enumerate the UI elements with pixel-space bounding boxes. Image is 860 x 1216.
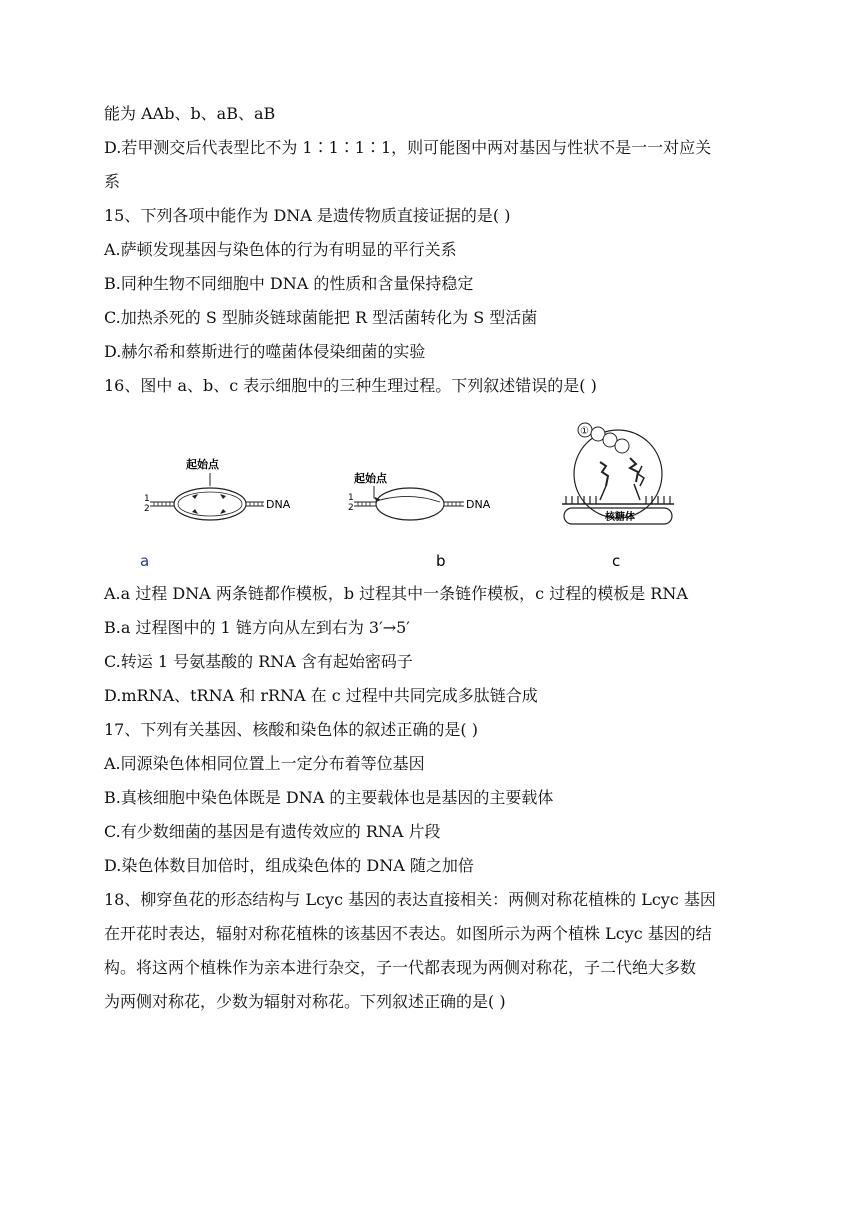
panel-b-strand2: 2	[348, 503, 354, 513]
option-d-15: D.赫尔希和蔡斯进行的噬菌体侵染细菌的实验	[104, 342, 426, 361]
panel-c-circle-label: ①	[580, 426, 589, 437]
option-c-16: C.转运 1 号氨基酸的 RNA 含有起始密码子	[104, 652, 413, 671]
option-a-15: A.萨顿发现基因与染色体的行为有明显的平行关系	[104, 240, 457, 259]
panel-b-origin-label: 起始点	[354, 472, 387, 485]
option-c-17: C.有少数细菌的基因是有遗传效应的 RNA 片段	[104, 822, 441, 841]
option-b-17: B.真核细胞中染色体既是 DNA 的主要载体也是基因的主要载体	[104, 788, 554, 807]
question-18-line-2: 在开花时表达，辐射对称花植株的该基因不表达。如图所示为两个植株 Lcyc 基因的结	[104, 924, 712, 943]
panel-c	[562, 423, 674, 570]
option-b-16: B.a 过程图中的 1 链方向从左到右为 3′→5′	[104, 618, 410, 637]
panel-b-caption: b	[436, 552, 446, 570]
panel-a	[140, 457, 291, 570]
option-c-15: C.加热杀死的 S 型肺炎链球菌能把 R 型活菌转化为 S 型活菌	[104, 308, 538, 327]
panel-c-caption: c	[612, 552, 621, 570]
option-d-17: D.染色体数目加倍时，组成染色体的 DNA 随之加倍	[104, 856, 474, 875]
option-d-16: D.mRNA、tRNA 和 rRNA 在 c 过程中共同完成多肽链合成	[104, 686, 538, 705]
panel-b-dna-label: DNA	[466, 498, 491, 511]
option-a-17: A.同源染色体相同位置上一定分布着等位基因	[104, 754, 425, 773]
question-18-line-1: 18、柳穿鱼花的形态结构与 Lcyc 基因的表达直接相关：两侧对称花植株的 Lcyc 基因	[104, 890, 716, 909]
option-b-15: B.同种生物不同细胞中 DNA 的性质和含量保持稳定	[104, 274, 474, 293]
option-a-16: A.a 过程 DNA 两条链都作模板，b 过程其中一条链作模板，c 过程的模板是 RNA	[104, 584, 688, 603]
question-18-line-3: 构。将这两个植株作为亲本进行杂交，子一代都表现为两侧对称花，子二代绝大多数	[104, 958, 697, 977]
figure-16	[130, 418, 690, 574]
panel-b-strand1: 1	[348, 493, 354, 503]
question-16: 16、图中 a、b、c 表示细胞中的三种生理过程。下列叙述错误的是( )	[104, 376, 597, 395]
panel-b	[348, 471, 491, 570]
figure-16-svg	[130, 418, 690, 574]
panel-a-strand1: 1	[144, 494, 150, 504]
panel-c-ribosome-label: 核糖体	[605, 512, 635, 523]
text-line-1: 能为 AAb、b、aB、aB	[104, 104, 276, 123]
option-d-14-cont: 系	[104, 172, 121, 191]
question-17: 17、下列有关基因、核酸和染色体的叙述正确的是( )	[104, 720, 478, 739]
panel-a-origin-label: 起始点	[186, 458, 219, 471]
option-d-14: D.若甲测交后代表型比不为 1∶1∶1∶1，则可能图中两对基因与性状不是一一对应关	[104, 138, 712, 157]
question-18-line-4: 为两侧对称花，少数为辐射对称花。下列叙述正确的是( )	[104, 992, 506, 1011]
panel-a-caption: a	[140, 552, 150, 570]
panel-a-strand2: 2	[144, 504, 150, 514]
panel-a-dna-label: DNA	[266, 498, 291, 511]
question-15: 15、下列各项中能作为 DNA 是遗传物质直接证据的是( )	[104, 206, 511, 225]
